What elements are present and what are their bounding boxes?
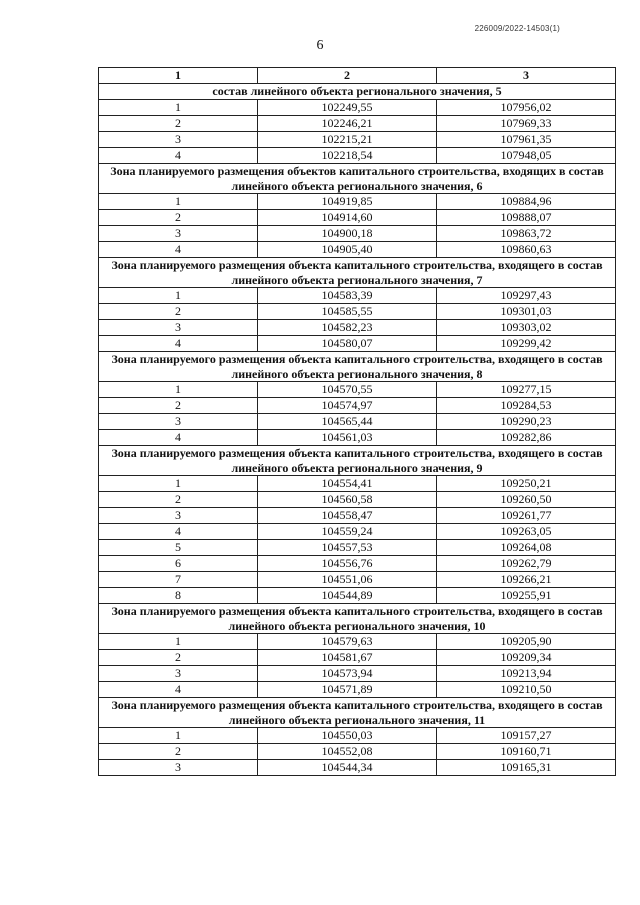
x-coordinate-cell: 104544,34 [258, 760, 437, 776]
x-coordinate-cell: 104579,63 [258, 634, 437, 650]
x-coordinate-cell: 104583,39 [258, 288, 437, 304]
page-number: 6 [316, 38, 324, 53]
x-coordinate-cell: 104554,41 [258, 476, 437, 492]
y-coordinate-cell: 109250,21 [437, 476, 616, 492]
y-coordinate-cell: 109284,53 [437, 398, 616, 414]
section-title: Зона планируемого размещения объекта капитального строительства, входящего в состав линейного объекта регионального значения, 8 [99, 352, 616, 382]
y-coordinate-cell: 109884,96 [437, 194, 616, 210]
y-coordinate-cell: 107961,35 [437, 132, 616, 148]
section-title-row [99, 604, 616, 634]
point-number-cell: 2 [99, 492, 258, 508]
table-header-row [99, 68, 616, 84]
x-coordinate-cell: 102246,21 [258, 116, 437, 132]
y-coordinate-cell: 107948,05 [437, 148, 616, 164]
section-title-row [99, 698, 616, 728]
y-coordinate-cell: 109299,42 [437, 336, 616, 352]
table-row [99, 650, 616, 666]
table-row [99, 476, 616, 492]
point-number-cell: 1 [99, 728, 258, 744]
table-row [99, 588, 616, 604]
point-number-cell: 8 [99, 588, 258, 604]
point-number-cell: 4 [99, 682, 258, 698]
section-title: Зона планируемого размещения объектов капитального строительства, входящих в состав линейного объекта регионального значения, 6 [99, 164, 616, 194]
x-coordinate-cell: 104580,07 [258, 336, 437, 352]
y-coordinate-cell: 109266,21 [437, 572, 616, 588]
table-row [99, 666, 616, 682]
point-number-cell: 3 [99, 320, 258, 336]
section-title: Зона планируемого размещения объекта капитального строительства, входящего в состав линейного объекта регионального значения, 10 [99, 604, 616, 634]
x-coordinate-cell: 104565,44 [258, 414, 437, 430]
table-row [99, 398, 616, 414]
table-row [99, 336, 616, 352]
coordinates-table [98, 67, 616, 776]
y-coordinate-cell: 109297,43 [437, 288, 616, 304]
table-row [99, 226, 616, 242]
y-coordinate-cell: 109863,72 [437, 226, 616, 242]
table-row [99, 116, 616, 132]
section-title-row [99, 164, 616, 194]
point-number-cell: 3 [99, 226, 258, 242]
point-number-cell: 1 [99, 194, 258, 210]
y-coordinate-cell: 109888,07 [437, 210, 616, 226]
point-number-cell: 4 [99, 430, 258, 446]
point-number-cell: 1 [99, 476, 258, 492]
table-row [99, 682, 616, 698]
header-col-2: 2 [258, 68, 437, 84]
x-coordinate-cell: 102215,21 [258, 132, 437, 148]
x-coordinate-cell: 104919,85 [258, 194, 437, 210]
x-coordinate-cell: 104585,55 [258, 304, 437, 320]
table-row [99, 760, 616, 776]
x-coordinate-cell: 104581,67 [258, 650, 437, 666]
table-row [99, 210, 616, 226]
x-coordinate-cell: 102249,55 [258, 100, 437, 116]
x-coordinate-cell: 104544,89 [258, 588, 437, 604]
y-coordinate-cell: 109263,05 [437, 524, 616, 540]
x-coordinate-cell: 104573,94 [258, 666, 437, 682]
y-coordinate-cell: 109264,08 [437, 540, 616, 556]
x-coordinate-cell: 104574,97 [258, 398, 437, 414]
point-number-cell: 4 [99, 336, 258, 352]
section-title: состав линейного объекта регионального значения, 5 [99, 84, 616, 100]
table-row [99, 556, 616, 572]
point-number-cell: 6 [99, 556, 258, 572]
table-row [99, 492, 616, 508]
table-row [99, 572, 616, 588]
point-number-cell: 2 [99, 744, 258, 760]
point-number-cell: 3 [99, 760, 258, 776]
x-coordinate-cell: 104559,24 [258, 524, 437, 540]
y-coordinate-cell: 107956,02 [437, 100, 616, 116]
section-title: Зона планируемого размещения объекта капитального строительства, входящего в состав линейного объекта регионального значения, 7 [99, 258, 616, 288]
table-row [99, 242, 616, 258]
x-coordinate-cell: 104571,89 [258, 682, 437, 698]
section-title-row [99, 352, 616, 382]
y-coordinate-cell: 109209,34 [437, 650, 616, 666]
point-number-cell: 3 [99, 132, 258, 148]
y-coordinate-cell: 109301,03 [437, 304, 616, 320]
table-row [99, 382, 616, 398]
y-coordinate-cell: 109205,90 [437, 634, 616, 650]
point-number-cell: 1 [99, 288, 258, 304]
table-row [99, 508, 616, 524]
x-coordinate-cell: 104905,40 [258, 242, 437, 258]
header-col-3: 3 [437, 68, 616, 84]
y-coordinate-cell: 109303,02 [437, 320, 616, 336]
point-number-cell: 4 [99, 242, 258, 258]
x-coordinate-cell: 104914,60 [258, 210, 437, 226]
point-number-cell: 2 [99, 398, 258, 414]
table-row [99, 288, 616, 304]
point-number-cell: 3 [99, 508, 258, 524]
table-row [99, 304, 616, 320]
document-id: 226009/2022-14503(1) [474, 24, 560, 33]
x-coordinate-cell: 104558,47 [258, 508, 437, 524]
x-coordinate-cell: 104551,06 [258, 572, 437, 588]
table-row [99, 132, 616, 148]
x-coordinate-cell: 104561,03 [258, 430, 437, 446]
y-coordinate-cell: 109213,94 [437, 666, 616, 682]
table-row [99, 148, 616, 164]
y-coordinate-cell: 109261,77 [437, 508, 616, 524]
y-coordinate-cell: 109860,63 [437, 242, 616, 258]
point-number-cell: 5 [99, 540, 258, 556]
point-number-cell: 3 [99, 666, 258, 682]
x-coordinate-cell: 104552,08 [258, 744, 437, 760]
point-number-cell: 4 [99, 524, 258, 540]
point-number-cell: 1 [99, 100, 258, 116]
y-coordinate-cell: 109277,15 [437, 382, 616, 398]
table-row [99, 540, 616, 556]
y-coordinate-cell: 109160,71 [437, 744, 616, 760]
table-row [99, 430, 616, 446]
section-title-row [99, 446, 616, 476]
y-coordinate-cell: 109165,31 [437, 760, 616, 776]
y-coordinate-cell: 109262,79 [437, 556, 616, 572]
table-row [99, 634, 616, 650]
point-number-cell: 2 [99, 210, 258, 226]
point-number-cell: 2 [99, 650, 258, 666]
y-coordinate-cell: 109260,50 [437, 492, 616, 508]
y-coordinate-cell: 109290,23 [437, 414, 616, 430]
table-row [99, 100, 616, 116]
table-row [99, 744, 616, 760]
y-coordinate-cell: 109210,50 [437, 682, 616, 698]
point-number-cell: 1 [99, 634, 258, 650]
header-col-1: 1 [99, 68, 258, 84]
y-coordinate-cell: 107969,33 [437, 116, 616, 132]
section-title: Зона планируемого размещения объекта капитального строительства, входящего в состав линейного объекта регионального значения, 11 [99, 698, 616, 728]
table-row [99, 194, 616, 210]
point-number-cell: 2 [99, 116, 258, 132]
table-row [99, 524, 616, 540]
point-number-cell: 4 [99, 148, 258, 164]
section-title-row [99, 84, 616, 100]
point-number-cell: 7 [99, 572, 258, 588]
y-coordinate-cell: 109282,86 [437, 430, 616, 446]
point-number-cell: 3 [99, 414, 258, 430]
y-coordinate-cell: 109157,27 [437, 728, 616, 744]
table-row [99, 414, 616, 430]
x-coordinate-cell: 104557,53 [258, 540, 437, 556]
section-title: Зона планируемого размещения объекта капитального строительства, входящего в состав линейного объекта регионального значения, 9 [99, 446, 616, 476]
table-row [99, 728, 616, 744]
x-coordinate-cell: 104900,18 [258, 226, 437, 242]
point-number-cell: 1 [99, 382, 258, 398]
x-coordinate-cell: 102218,54 [258, 148, 437, 164]
point-number-cell: 2 [99, 304, 258, 320]
x-coordinate-cell: 104560,58 [258, 492, 437, 508]
x-coordinate-cell: 104582,23 [258, 320, 437, 336]
x-coordinate-cell: 104570,55 [258, 382, 437, 398]
x-coordinate-cell: 104550,03 [258, 728, 437, 744]
y-coordinate-cell: 109255,91 [437, 588, 616, 604]
x-coordinate-cell: 104556,76 [258, 556, 437, 572]
table-row [99, 320, 616, 336]
section-title-row [99, 258, 616, 288]
